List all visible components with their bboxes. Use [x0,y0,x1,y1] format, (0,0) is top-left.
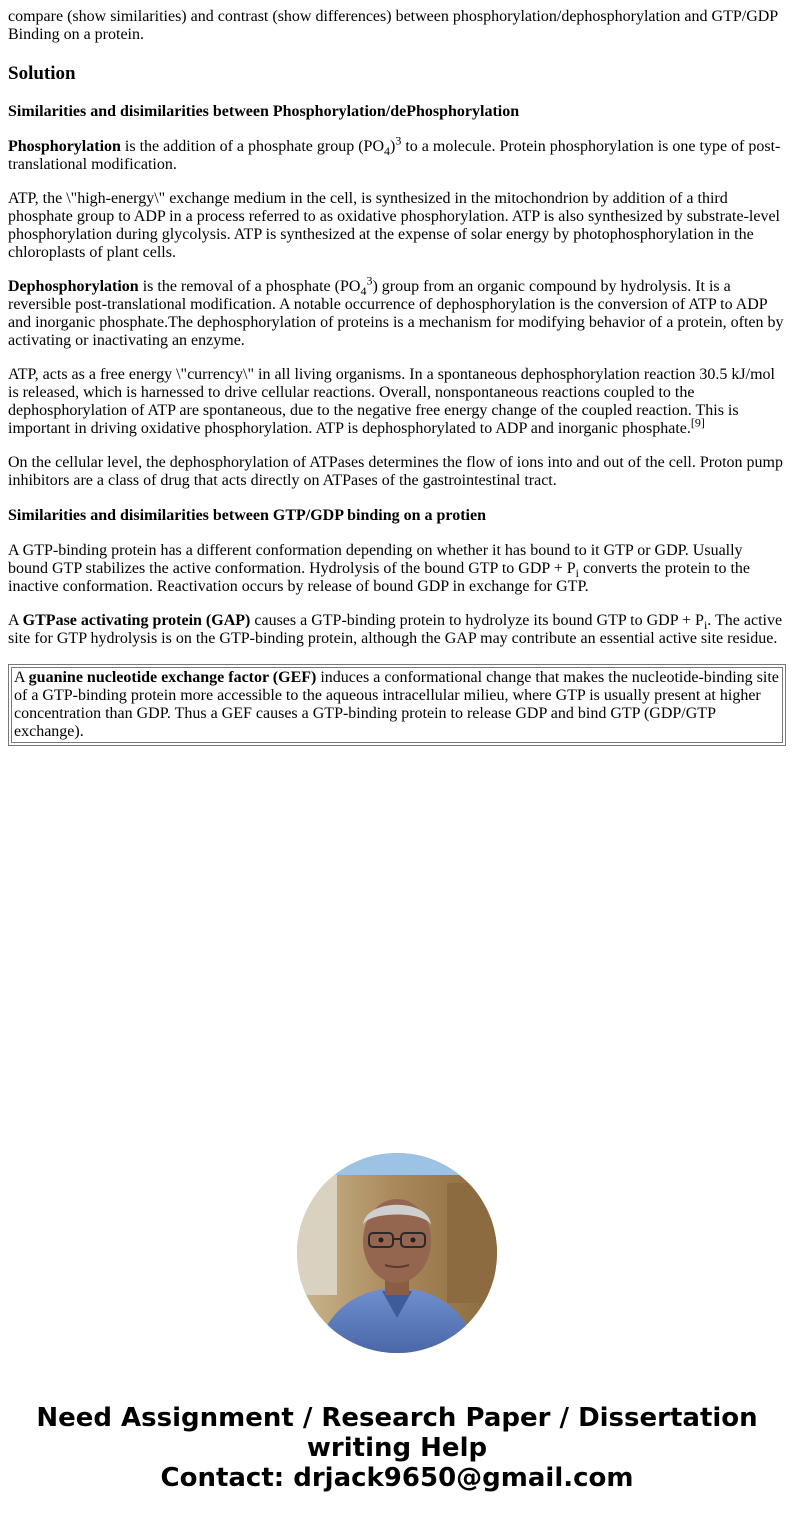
atpases-paragraph: On the cellular level, the dephosphorylation of ATPases determines the flow of ions into and out of the cell. Proton pump inhibitors are a class of drug that acts directly on ATPases of the gastrointestinal tract. [8,454,783,489]
promo-line-1: Need Assignment / Research Paper / Dissertation [36,1403,758,1433]
gef-cell: A guanine nucleotide exchange factor (GEF) induces a conformational change that makes the nucleotide-binding site of a GTP-binding protein more accessible to the aqueous intracellular milieu, where GTP is usually present at higher concentration than GDP. Thus a GEF causes a GTP-binding protein to release GDP and bind GTP (GDP/GTP exchange). [11,667,783,743]
gef-table [8,664,786,746]
question-text: compare (show similarities) and contrast (show differences) between phosphorylation/dephosphorylation and GTP/GDP Binding on a protein. [8,8,778,43]
document-body [0,0,794,746]
reference-link[interactable]: [9] [690,415,705,430]
promo-line-2: writing Help [306,1433,488,1463]
section2-heading: Similarities and disimilarities between GTP/GDP binding on a protien [8,507,486,524]
gap-term: GTPase activating protein (GAP) [22,612,251,629]
author-photo [297,1153,497,1353]
section1-heading: Similarities and disimilarities between Phosphorylation/dePhosphorylation [8,103,520,120]
phosphorylation-term: Phosphorylation [8,138,121,155]
phosphorylation-paragraph: Phosphorylation is the addition of a phosphate group $(PO_4)^3$ to a molecule. Protein phosphorylation is one type of post-translational modification. [8,133,781,173]
atp-currency-paragraph: ATP, acts as a free energy \"currency\" in all living organisms. In a spontaneous dephosphorylation reaction 30.5 kJ/mol is released, which is harnessed to drive cellular reactions. Overall, nonspontaneous reactions coupled to the dephosphorylation of ATP are spontaneous, due to the negative free energy change of the coupled reaction. This is important in driving oxidative phosphorylation. ATP is dephosphorylated to ADP and inorganic phosphate.[9] [8,366,775,437]
gap-paragraph: A GTPase activating protein (GAP) causes a GTP-binding protein to hydrolyze its bound GTP to GDP + $P_i$. The active site for GTP hydrolysis is on the GTP-binding protein, although the GAP may contribute an essential active site residue. [8,612,783,647]
promo-banner [0,1403,794,1493]
dephosphorylation-paragraph: Dephosphorylation is the removal of a phosphate $(PO_4^3)$ group from an organic compound by hydrolysis. It is a reversible post-translational modification. A notable occurrence of dephosphorylation is the conversion of ATP to ADP and inorganic phosphate.The dephosphorylation of proteins is a mechanism for modifying behavior of a protein, often by activating or inactivating an enzyme. [8,273,784,349]
atp-synthesis-paragraph: ATP, the \"high-energy\" exchange medium in the cell, is synthesized in the mitochondrion by addition of a third phosphate group to ADP in a process referred to as oxidative phosphorylation. ATP is also synthesized by substrate-level phosphorylation during glycolysis. ATP is synthesized at the expense of solar energy by photophosphorylation in the chloroplasts of plant cells. [8,190,780,261]
gef-term: guanine nucleotide exchange factor (GEF) [28,669,317,686]
gtp-binding-paragraph: A GTP-binding protein has a different conformation depending on whether it has bound to it GTP or GDP. Usually bound GTP stabilizes the active conformation. Hydrolysis of the bound GTP to GDP + $P_i$ converts the protein to the inactive conformation. Reactivation occurs by release of bound GDP in exchange for GTP. [8,542,751,595]
dephosphorylation-term: Dephosphorylation [8,278,139,295]
solution-heading: Solution [8,63,76,84]
author-avatar [297,1153,497,1353]
promo-contact[interactable]: Contact: drjack9650@gmail.com [160,1463,634,1493]
